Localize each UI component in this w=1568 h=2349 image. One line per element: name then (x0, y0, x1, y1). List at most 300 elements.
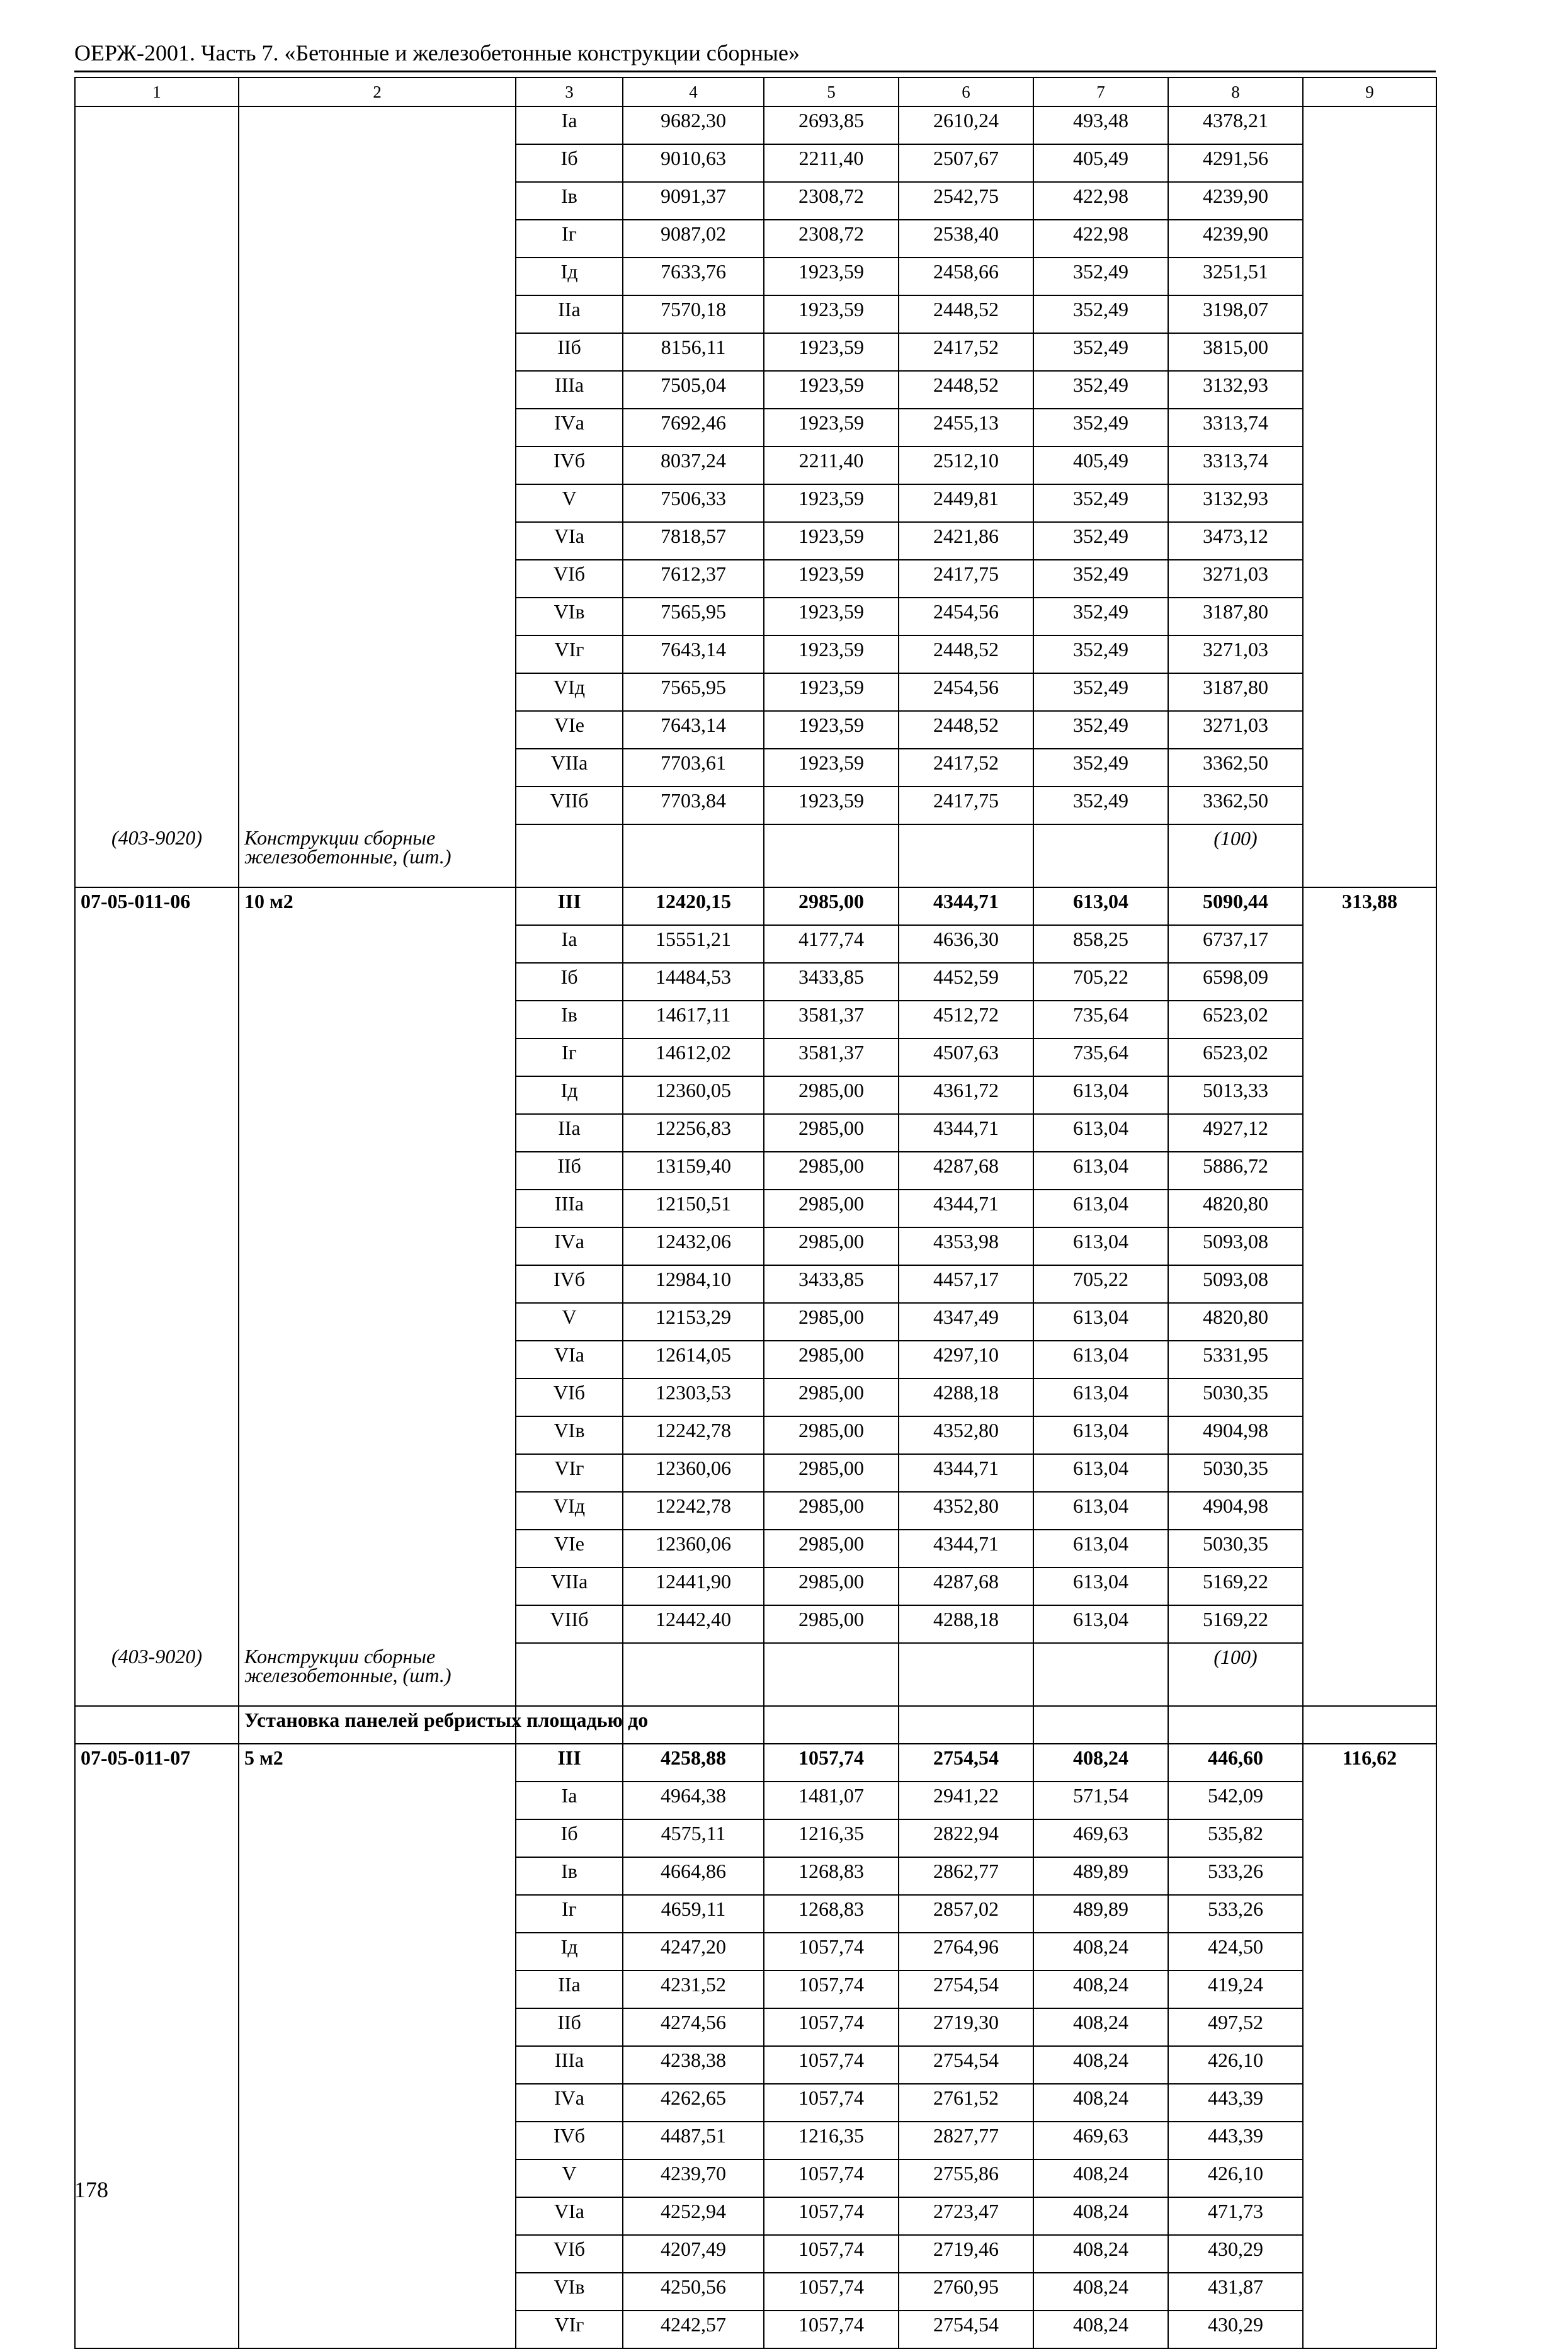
wages-cell: 2308,72 (764, 182, 899, 220)
labor-cell (1303, 749, 1436, 787)
materials-cell: 5886,72 (1168, 1152, 1303, 1190)
total-cost-cell: 12256,83 (623, 1114, 764, 1152)
table-row (75, 1895, 1436, 1933)
machinists-wages-cell: 705,22 (1033, 1265, 1168, 1303)
labor-cell (1303, 1265, 1436, 1303)
labor-cell (1303, 1227, 1436, 1265)
table-row (75, 598, 1436, 635)
code-cell (75, 182, 239, 220)
total-cost-cell: 12303,53 (623, 1379, 764, 1416)
wages-cell: 2985,00 (764, 1454, 899, 1492)
machines-cell: 2454,56 (899, 598, 1033, 635)
materials-cell: 3815,00 (1168, 333, 1303, 371)
table-row (75, 446, 1436, 484)
machinists-wages-cell (1033, 1706, 1168, 1744)
wages-cell: 2985,00 (764, 887, 899, 925)
wages-cell: 1923,59 (764, 371, 899, 409)
machines-cell: 4507,63 (899, 1038, 1033, 1076)
machines-cell: 2417,52 (899, 749, 1033, 787)
machines-cell: 4288,18 (899, 1379, 1033, 1416)
table-row (75, 144, 1436, 182)
total-cost-cell: 12153,29 (623, 1303, 764, 1341)
code-cell (75, 2046, 239, 2084)
materials-cell: 4820,80 (1168, 1190, 1303, 1227)
wages-cell (764, 824, 899, 887)
zone-cell: VIа (516, 2197, 623, 2235)
total-cost-cell: 7506,33 (623, 484, 764, 522)
code-cell: 07-05-011-06 (75, 887, 239, 925)
code-cell (75, 1454, 239, 1492)
code-cell: (403-9020) (75, 1643, 239, 1706)
machines-cell: 2512,10 (899, 446, 1033, 484)
machines-cell: 4452,59 (899, 963, 1033, 1001)
table-row (75, 2311, 1436, 2348)
zone-cell: VIв (516, 1416, 623, 1454)
zone-cell: IIа (516, 295, 623, 333)
table-row (75, 1265, 1436, 1303)
labor-cell (1303, 2084, 1436, 2122)
unit-cell (239, 635, 516, 673)
machines-cell: 2754,54 (899, 1744, 1033, 1782)
table-row (75, 673, 1436, 711)
machines-cell: 2754,54 (899, 1971, 1033, 2008)
total-cost-cell: 4252,94 (623, 2197, 764, 2235)
unit-cell: Конструкции сборные железобетонные, (шт.) (239, 1643, 516, 1706)
materials-cell: 5331,95 (1168, 1341, 1303, 1379)
code-cell (75, 1857, 239, 1895)
machinists-wages-cell: 705,22 (1033, 963, 1168, 1001)
code-cell (75, 1492, 239, 1530)
unit-cell (239, 598, 516, 635)
machinists-wages-cell: 493,48 (1033, 106, 1168, 144)
unit-cell (239, 295, 516, 333)
code-cell (75, 1152, 239, 1190)
total-cost-cell: 4247,20 (623, 1933, 764, 1971)
wages-cell: 2211,40 (764, 446, 899, 484)
wages-cell: 3433,85 (764, 1265, 899, 1303)
machines-cell: 2941,22 (899, 1782, 1033, 1819)
wages-cell: 1923,59 (764, 635, 899, 673)
zone-cell: Iв (516, 182, 623, 220)
total-cost-cell: 12242,78 (623, 1416, 764, 1454)
unit-cell (239, 560, 516, 598)
code-cell (75, 1971, 239, 2008)
labor-cell (1303, 1001, 1436, 1038)
unit-cell (239, 749, 516, 787)
wages-cell: 2985,00 (764, 1416, 899, 1454)
code-cell (75, 1895, 239, 1933)
unit-cell (239, 522, 516, 560)
code-cell (75, 1227, 239, 1265)
code-cell (75, 787, 239, 824)
wages-cell: 2985,00 (764, 1530, 899, 1567)
code-cell (75, 1265, 239, 1303)
code-cell (75, 2008, 239, 2046)
machines-cell: 2754,54 (899, 2046, 1033, 2084)
machines-cell: 4288,18 (899, 1605, 1033, 1643)
wages-cell: 1923,59 (764, 333, 899, 371)
machines-cell: 4287,68 (899, 1152, 1033, 1190)
machines-cell: 4457,17 (899, 1265, 1033, 1303)
code-cell (75, 1114, 239, 1152)
page-header: ОЕРЖ-2001. Часть 7. «Бетонные и железобетонные конструкции сборные» (74, 40, 800, 65)
unit-cell (239, 484, 516, 522)
zone-cell: IIб (516, 1152, 623, 1190)
materials-cell: 5169,22 (1168, 1605, 1303, 1643)
unit-cell: 5 м2 (239, 1744, 516, 1782)
total-cost-cell: 4964,38 (623, 1782, 764, 1819)
materials-cell: 4291,56 (1168, 144, 1303, 182)
materials-cell: 4820,80 (1168, 1303, 1303, 1341)
total-cost-cell: 15551,21 (623, 925, 764, 963)
unit-cell (239, 1001, 516, 1038)
materials-cell: 3271,03 (1168, 560, 1303, 598)
materials-cell: 4239,90 (1168, 182, 1303, 220)
unit-cell (239, 258, 516, 295)
zone-cell: VIа (516, 1341, 623, 1379)
machinists-wages-cell: 571,54 (1033, 1782, 1168, 1819)
unit-cell (239, 1492, 516, 1530)
machines-cell: 2542,75 (899, 182, 1033, 220)
materials-cell (1168, 1706, 1303, 1744)
labor-cell (1303, 371, 1436, 409)
labor-cell (1303, 333, 1436, 371)
labor-cell (1303, 673, 1436, 711)
table-row (75, 1933, 1436, 1971)
machines-cell: 2538,40 (899, 220, 1033, 258)
materials-cell: 533,26 (1168, 1857, 1303, 1895)
machinists-wages-cell: 613,04 (1033, 1190, 1168, 1227)
machines-cell: 2507,67 (899, 144, 1033, 182)
zone-cell: VIв (516, 2273, 623, 2311)
wages-cell: 1057,74 (764, 2046, 899, 2084)
zone-cell: Iб (516, 144, 623, 182)
zone-cell: VIе (516, 1530, 623, 1567)
wages-cell: 1216,35 (764, 2122, 899, 2159)
wages-cell: 1057,74 (764, 1744, 899, 1782)
unit-cell (239, 1605, 516, 1643)
column-number: 2 (239, 77, 516, 106)
table-row (75, 1114, 1436, 1152)
resource-note-row (75, 1643, 1436, 1706)
table-row (75, 749, 1436, 787)
wages-cell: 1923,59 (764, 711, 899, 749)
unit-cell (239, 2046, 516, 2084)
total-cost-cell: 12442,40 (623, 1605, 764, 1643)
zone-cell: Iд (516, 1933, 623, 1971)
machinists-wages-cell: 613,04 (1033, 1379, 1168, 1416)
unit-cell (239, 1857, 516, 1895)
machinists-wages-cell: 352,49 (1033, 787, 1168, 824)
machines-cell: 2827,77 (899, 2122, 1033, 2159)
labor-cell (1303, 1895, 1436, 1933)
unit-cell (239, 787, 516, 824)
materials-cell: 5093,08 (1168, 1227, 1303, 1265)
materials-cell: 3132,93 (1168, 484, 1303, 522)
table-row (75, 925, 1436, 963)
zone-cell: V (516, 2159, 623, 2197)
code-cell (75, 1001, 239, 1038)
materials-cell: 6523,02 (1168, 1038, 1303, 1076)
machinists-wages-cell: 408,24 (1033, 2008, 1168, 2046)
machines-cell: 2448,52 (899, 371, 1033, 409)
zone-cell: IVа (516, 1227, 623, 1265)
code-cell (75, 333, 239, 371)
machinists-wages-cell: 613,04 (1033, 1152, 1168, 1190)
code-cell (75, 711, 239, 749)
zone-cell: V (516, 1303, 623, 1341)
section-title-row (75, 1706, 1436, 1744)
wages-cell: 3433,85 (764, 963, 899, 1001)
code-cell (75, 1416, 239, 1454)
table-row (75, 963, 1436, 1001)
labor-cell (1303, 182, 1436, 220)
total-cost-cell: 7643,14 (623, 711, 764, 749)
total-cost-cell: 7703,84 (623, 787, 764, 824)
labor-cell (1303, 635, 1436, 673)
labor-cell (1303, 2311, 1436, 2348)
machines-cell: 4352,80 (899, 1416, 1033, 1454)
zone-cell: Iа (516, 1782, 623, 1819)
total-cost-cell: 12360,06 (623, 1454, 764, 1492)
machinists-wages-cell: 613,04 (1033, 1492, 1168, 1530)
machines-cell: 4353,98 (899, 1227, 1033, 1265)
wages-cell: 1057,74 (764, 1933, 899, 1971)
machines-cell: 2719,46 (899, 2235, 1033, 2273)
machines-cell: 4352,80 (899, 1492, 1033, 1530)
materials-cell: 3473,12 (1168, 522, 1303, 560)
machinists-wages-cell: 735,64 (1033, 1001, 1168, 1038)
unit-cell (239, 1895, 516, 1933)
machines-cell: 4512,72 (899, 1001, 1033, 1038)
unit-cell: Конструкции сборные железобетонные, (шт.) (239, 824, 516, 887)
machinists-wages-cell: 352,49 (1033, 711, 1168, 749)
code-cell (75, 635, 239, 673)
machinists-wages-cell: 489,89 (1033, 1895, 1168, 1933)
zone-cell: IIб (516, 333, 623, 371)
unit-cell: Установка панелей ребристых площадью до (239, 1706, 516, 1744)
wages-cell: 2985,00 (764, 1303, 899, 1341)
unit-cell (239, 1076, 516, 1114)
zone-cell: Iб (516, 963, 623, 1001)
wages-cell: 1057,74 (764, 2311, 899, 2348)
zone-cell: VIIб (516, 787, 623, 824)
total-cost-cell: 8156,11 (623, 333, 764, 371)
wages-cell: 1923,59 (764, 749, 899, 787)
table-row (75, 106, 1436, 144)
header-rule (74, 71, 1436, 72)
wages-cell: 1481,07 (764, 1782, 899, 1819)
table-row (75, 1492, 1436, 1530)
machinists-wages-cell: 352,49 (1033, 484, 1168, 522)
materials-cell: 6598,09 (1168, 963, 1303, 1001)
zone-cell: IVа (516, 2084, 623, 2122)
table-row (75, 220, 1436, 258)
zone-cell: Iг (516, 220, 623, 258)
unit-cell (239, 1152, 516, 1190)
labor-cell (1303, 1819, 1436, 1857)
wages-cell (764, 1706, 899, 1744)
total-cost-cell: 12420,15 (623, 887, 764, 925)
zone-cell: IIIа (516, 1190, 623, 1227)
materials-cell: 542,09 (1168, 1782, 1303, 1819)
unit-cell (239, 925, 516, 963)
machines-cell: 4344,71 (899, 1190, 1033, 1227)
code-cell (75, 598, 239, 635)
machinists-wages-cell: 352,49 (1033, 258, 1168, 295)
machines-cell: 2449,81 (899, 484, 1033, 522)
unit-cell (239, 144, 516, 182)
total-cost-cell: 4664,86 (623, 1857, 764, 1895)
zone-cell: Iг (516, 1895, 623, 1933)
table-row (75, 1303, 1436, 1341)
unit-cell (239, 2273, 516, 2311)
machinists-wages-cell: 408,24 (1033, 1933, 1168, 1971)
total-cost-cell: 4258,88 (623, 1744, 764, 1782)
table-row (75, 2084, 1436, 2122)
labor-cell (1303, 446, 1436, 484)
labor-cell (1303, 1416, 1436, 1454)
total-cost-cell: 7692,46 (623, 409, 764, 446)
resource-note-row (75, 824, 1436, 887)
table-row (75, 484, 1436, 522)
machines-cell: 4347,49 (899, 1303, 1033, 1341)
machines-cell: 2448,52 (899, 635, 1033, 673)
code-cell (75, 2084, 239, 2122)
machines-cell: 2454,56 (899, 673, 1033, 711)
code-cell (75, 106, 239, 144)
machinists-wages-cell: 613,04 (1033, 1530, 1168, 1567)
table-row (75, 1454, 1436, 1492)
labor-cell (1303, 598, 1436, 635)
labor-cell (1303, 824, 1436, 887)
wages-cell: 2985,00 (764, 1341, 899, 1379)
machinists-wages-cell: 613,04 (1033, 1416, 1168, 1454)
materials-cell: 430,29 (1168, 2311, 1303, 2348)
wages-cell: 1923,59 (764, 787, 899, 824)
column-number: 1 (75, 77, 239, 106)
machines-cell: 2754,54 (899, 2311, 1033, 2348)
labor-cell (1303, 1605, 1436, 1643)
machinists-wages-cell: 469,63 (1033, 2122, 1168, 2159)
total-cost-cell: 14617,11 (623, 1001, 764, 1038)
table-row (75, 1038, 1436, 1076)
total-cost-cell: 7565,95 (623, 598, 764, 635)
zone-cell: IVб (516, 1265, 623, 1303)
materials-cell: 3251,51 (1168, 258, 1303, 295)
materials-cell: 5030,35 (1168, 1530, 1303, 1567)
total-cost-cell: 14484,53 (623, 963, 764, 1001)
materials-cell: 3271,03 (1168, 635, 1303, 673)
table-row (75, 2197, 1436, 2235)
zone-cell: VIд (516, 1492, 623, 1530)
machinists-wages-cell (1033, 1643, 1168, 1706)
column-number: 9 (1303, 77, 1436, 106)
wages-cell: 1268,83 (764, 1857, 899, 1895)
total-cost-cell: 9087,02 (623, 220, 764, 258)
machines-cell (899, 1706, 1033, 1744)
total-cost-cell: 12614,05 (623, 1341, 764, 1379)
unit-cell (239, 1190, 516, 1227)
machines-cell: 4287,68 (899, 1567, 1033, 1605)
labor-cell (1303, 2273, 1436, 2311)
unit-cell (239, 1819, 516, 1857)
code-cell (75, 371, 239, 409)
materials-cell: 443,39 (1168, 2084, 1303, 2122)
unit-cell (239, 1971, 516, 2008)
total-cost-cell: 4207,49 (623, 2235, 764, 2273)
total-cost-cell: 4659,11 (623, 1895, 764, 1933)
total-cost-cell: 4250,56 (623, 2273, 764, 2311)
table-row (75, 887, 1436, 925)
labor-cell (1303, 1857, 1436, 1895)
machinists-wages-cell: 405,49 (1033, 144, 1168, 182)
table-row (75, 2235, 1436, 2273)
materials-cell: 3313,74 (1168, 446, 1303, 484)
wages-cell: 3581,37 (764, 1001, 899, 1038)
labor-cell (1303, 1530, 1436, 1567)
wages-cell: 2693,85 (764, 106, 899, 144)
total-cost-cell: 13159,40 (623, 1152, 764, 1190)
page-number: 178 (74, 2177, 108, 2202)
table-row (75, 522, 1436, 560)
wages-cell: 1923,59 (764, 295, 899, 333)
machinists-wages-cell: 352,49 (1033, 560, 1168, 598)
labor-cell (1303, 2122, 1436, 2159)
materials-cell: 419,24 (1168, 1971, 1303, 2008)
machines-cell: 4344,71 (899, 887, 1033, 925)
unit-cell (239, 106, 516, 144)
table-row (75, 258, 1436, 295)
total-cost-cell: 9091,37 (623, 182, 764, 220)
code-cell: 07-05-011-07 (75, 1744, 239, 1782)
table-row (75, 1152, 1436, 1190)
labor-cell (1303, 1379, 1436, 1416)
unit-cell (239, 1933, 516, 1971)
zone-cell: Iв (516, 1857, 623, 1895)
code-cell (75, 560, 239, 598)
machinists-wages-cell: 469,63 (1033, 1819, 1168, 1857)
zone-cell: VIIа (516, 1567, 623, 1605)
machinists-wages-cell: 408,24 (1033, 2235, 1168, 2273)
table-row (75, 560, 1436, 598)
zone-cell: IIIа (516, 371, 623, 409)
total-cost-cell: 9010,63 (623, 144, 764, 182)
price-table (74, 77, 1437, 2349)
unit-cell (239, 371, 516, 409)
materials-cell: 5090,44 (1168, 887, 1303, 925)
total-cost-cell: 7643,14 (623, 635, 764, 673)
zone-cell: III (516, 887, 623, 925)
code-cell (75, 1530, 239, 1567)
zone-cell: Iа (516, 925, 623, 963)
code-cell (75, 1706, 239, 1744)
total-cost-cell: 7505,04 (623, 371, 764, 409)
machines-cell: 2417,75 (899, 787, 1033, 824)
zone-cell: VIг (516, 2311, 623, 2348)
table-row (75, 1567, 1436, 1605)
machinists-wages-cell: 858,25 (1033, 925, 1168, 963)
materials-cell: 424,50 (1168, 1933, 1303, 1971)
wages-cell: 1923,59 (764, 484, 899, 522)
unit-cell (239, 2122, 516, 2159)
materials-cell: 3313,74 (1168, 409, 1303, 446)
code-cell (75, 963, 239, 1001)
labor-cell (1303, 1341, 1436, 1379)
wages-cell: 1923,59 (764, 258, 899, 295)
machinists-wages-cell: 613,04 (1033, 1341, 1168, 1379)
labor-cell (1303, 2046, 1436, 2084)
